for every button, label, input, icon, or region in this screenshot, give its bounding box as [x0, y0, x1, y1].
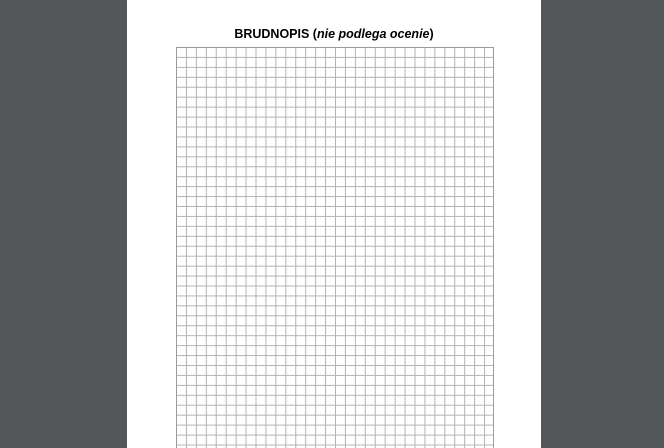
title-italic-note: nie podlega ocenie	[316, 27, 430, 41]
draft-grid-area	[176, 47, 494, 448]
title-open-paren: (	[309, 27, 317, 41]
document-page	[127, 0, 541, 448]
title-main: BRUDNOPIS	[234, 27, 310, 41]
title-close-paren: )	[429, 27, 434, 41]
page-title	[127, 27, 541, 41]
